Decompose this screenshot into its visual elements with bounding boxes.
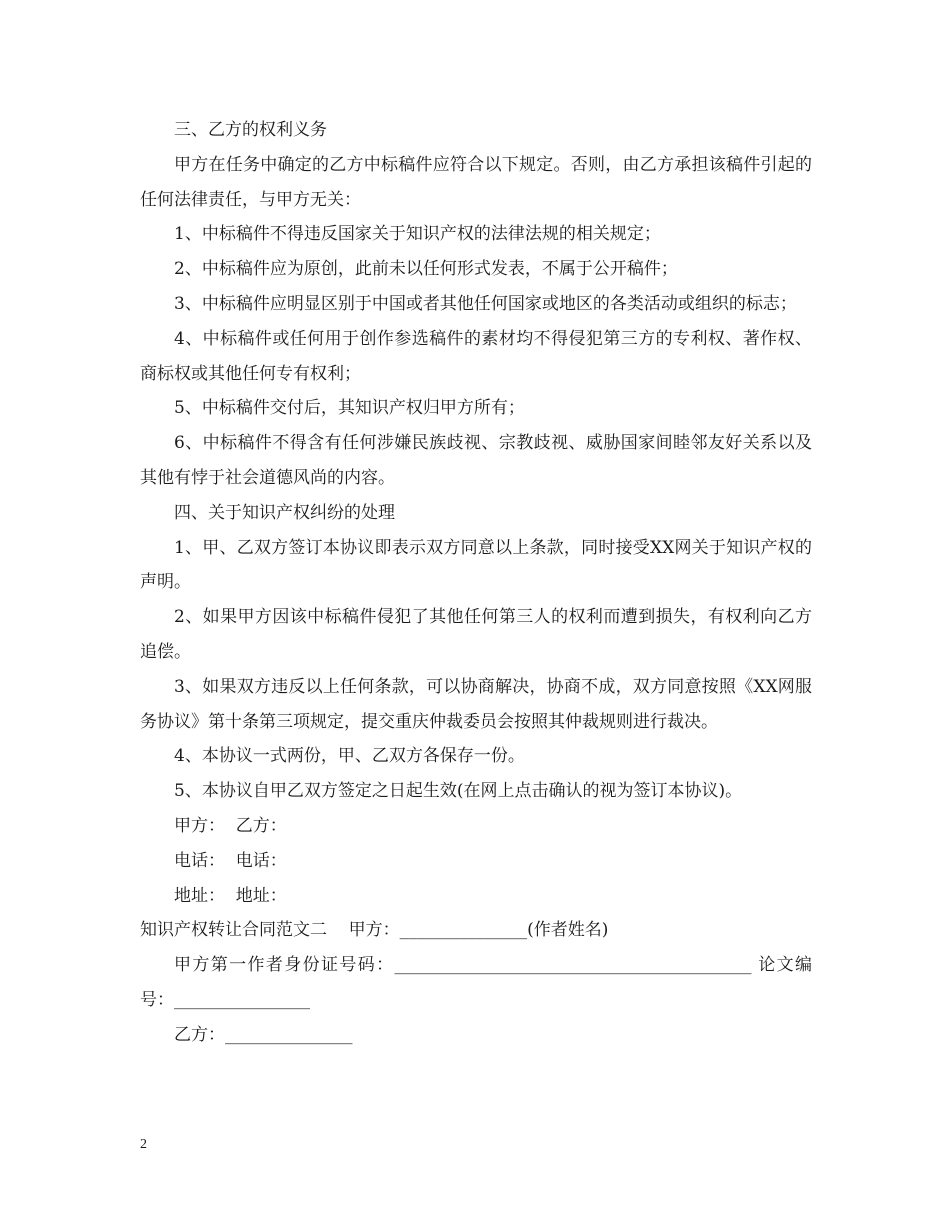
section-heading-rights-obligations: 三、乙方的权利义务 <box>174 120 327 140</box>
paragraph-rule-4: 4、中标稿件或任何用于创作参选稿件的素材均不得侵犯第三方的专利权、著作权、商标权或其他任何专有权利； <box>140 328 812 384</box>
paragraph-rule-3: 3、中标稿件应明显区别于中国或者其他任何国家或地区的各类活动或组织的标志； <box>174 293 797 314</box>
paragraph-dispute-4: 4、本协议一式两份，甲、乙双方各保存一份。 <box>174 746 525 767</box>
paragraph-rule-6: 6、中标稿件不得含有任何涉嫌民族歧视、宗教歧视、威胁国家间睦邻友好关系以及其他有悖于社会道德风尚的内容。 <box>140 433 812 488</box>
paragraph-dispute-5: 5、本协议自甲乙双方签定之日起生效(在网上点击确认的视为签订本协议)。 <box>174 781 743 802</box>
second-contract-id-line: 甲方第一作者身份证号码：__________________________________________ 论文编号：________________ <box>140 955 812 1010</box>
document-body <box>140 113 812 1053</box>
second-contract-title-line: 知识产权转让合同范文二 甲方：_______________(作者姓名) <box>140 920 609 941</box>
paragraph-intro: 甲方在任务中确定的乙方中标稿件应符合以下规定。否则，由乙方承担该稿件引起的任何法律责任，与甲方无关： <box>140 154 812 210</box>
signature-party-line: 甲方： 乙方： <box>174 815 287 836</box>
section-heading-ip-disputes: 四、关于知识产权纠纷的处理 <box>174 502 395 523</box>
paragraph-dispute-2: 2、如果甲方因该中标稿件侵犯了其他任何第三人的权利而遭到损失，有权利向乙方追偿。 <box>140 607 812 662</box>
second-contract-party-b-line: 乙方：_______________ <box>174 1024 353 1045</box>
paragraph-rule-2: 2、中标稿件应为原创，此前未以任何形式发表，不属于公开稿件； <box>174 259 678 280</box>
paragraph-dispute-3: 3、如果双方违反以上任何条款，可以协商解决，协商不成，双方同意按照《XX网服务协议》第十条第三项规定，提交重庆仲裁委员会按照其仲裁规则进行裁决。 <box>140 676 812 732</box>
signature-address-line: 地址： 地址： <box>174 885 287 906</box>
paragraph-rule-5: 5、中标稿件交付后，其知识产权归甲方所有； <box>174 398 525 419</box>
page-number: 2 <box>140 1137 147 1152</box>
signature-phone-line: 电话： 电话： <box>174 850 287 871</box>
paragraph-rule-1: 1、中标稿件不得违反国家关于知识产权的法律法规的相关规定； <box>174 224 661 245</box>
paragraph-dispute-1: 1、甲、乙双方签订本协议即表示双方同意以上条款，同时接受XX网关于知识产权的声明。 <box>140 537 812 593</box>
